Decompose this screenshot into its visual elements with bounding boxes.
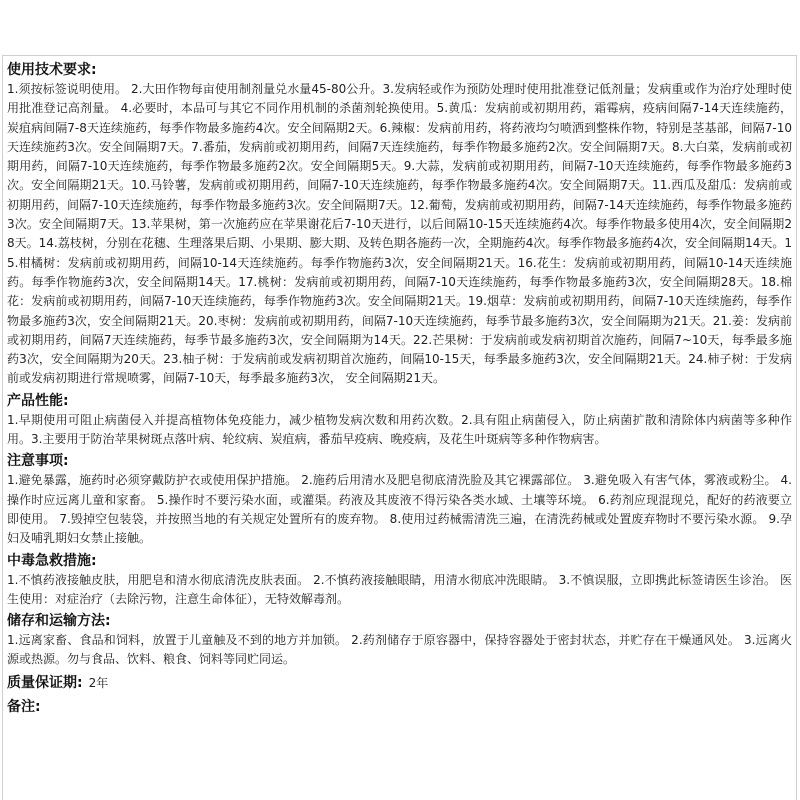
section-title-first-aid: 中毒急救措施: — [7, 552, 97, 569]
section-title-precautions: 注意事项: — [7, 453, 69, 470]
document-panel — [2, 55, 797, 800]
section-text-performance: 1.早期使用可阻止病菌侵入并提高植物体免疫能力，减少植物发病次数和用药次数。2.具有阻止病菌侵入，防止病菌扩散和清除体内病菌等多种作用。3.主要用于防治苹果树斑点落叶病、轮纹病、炭疽病，番茄早疫病、晚疫病，及花生叶斑病等多种作物病害。 — [7, 412, 792, 447]
section-performance — [7, 391, 792, 450]
quality-guarantee-value: 2年 — [88, 675, 109, 690]
remarks-row — [7, 696, 792, 718]
section-first-aid — [7, 551, 792, 610]
section-usage — [7, 60, 792, 389]
section-text-precautions: 1.避免暴露，施药时必须穿戴防护衣或使用保护措施。 2.施药后用清水及肥皂彻底清洗脸及其它裸露部位。 3.避免吸入有害气体，雾液或粉尘。 4.操作时应远离儿童和家畜。 5.操作时不要污染水面，或灌渠。药液及其废液不得污染各类水域、土壤等环境。 6.药剂应现混现兑，配好的药液要立即使用。 7.毁掉空包装袋，并按照当地的有关规定处置所有的废弃物。 8.使用过药械需清洗三遍，在清洗药械或处置废弃物时不要污染水源。 9.孕妇及哺乳期妇女禁止接触。 — [7, 473, 792, 546]
document-content — [3, 56, 796, 718]
section-precautions — [7, 451, 792, 548]
section-text-usage: 1.须按标签说明使用。 2.大田作物每亩使用制剂量兑水量45-80公升。3.发病轻或作为预防处理时使用批准登记低剂量；发病重或作为治疗处理时使用批准登记高剂量。 4.必要时，本品可与其它不同作用机制的杀菌剂轮换使用。5.黄瓜：发病前或初期用药，霜霉病，疫病间隔7-14天连续施药，炭疽病间隔7-8天连续施药，每季作物最多施药4次。安全间隔期2天。6.辣椒：发病前用药，将药液均匀喷洒到整株作物，特别是茎基部，间隔7-10天连续施药3次。安全间隔期7天。7.番茄，发病前或初期用药，间隔7天连续施药，每季作物最多施药2次。安全间隔期7天。8.大白菜，发病前或初期用药，间隔7-10天连续施药，每季作物最多施药2次。安全间隔期5天。9.大蒜，发病前或初期用药，间隔7-10天连续施药，每季作物最多施药3次。安全间隔期21天。10.马铃薯，发病前或初期用药，间隔7-10天连续施药，每季作物最多施药4次。安全间隔期7天。11.西瓜及甜瓜：发病前或初期用药，间隔7-10天连续施药，每季作物最多施药3次。安全间隔期7天。12.葡萄，发病前或初期用药，间隔7-14天连续施药，每季作物最多施药3次。安全间隔期7天。13.苹果树，第一次施药应在苹果谢花后7-10天进行，以后间隔10-15天连续施药4次。每季作物最多使用4次，安全间隔期28天。14.荔枝树，分别在花穗、生理落果后期、小果期、膨大期、及转色期各施药一次，全期施药4次。每季作物最多施药4次，安全间隔期14天。15.柑橘树：发病前或初期用药，间隔10-14天连续施药。每季作物施药3次，安全间隔期21天。16.花生：发病前或初期用药，间隔10-14天连续施药。每季作物施药3次，安全间隔期14天。17.桃树：发病前或初期用药，间隔7-10天连续施药，每季作物最多施药3次，安全间隔期28天。18.棉花：发病前或初期用药，间隔7-10天连续施药，每季作物施药3次。安全间隔期21天。19.烟草：发病前或初期用药，间隔7-10天连续施药，每季作物最多施药3次，安全间隔期21天。20.枣树：发病前或初期用药，间隔7-10天连续施药，每季节最多施药3次，安全间隔期为21天。21.姜：发病前或初期用药，间隔7天连续施药，每季节最多施药3次，安全间隔期为14天。22.芒果树：于发病前或发病初期首次施药，间隔7~10天，每季最多施药3次，安全间隔期为20天。23.柚子树：于发病前或发病初期首次施药，间隔10-15天，每季最多施药3次，安全间隔期21天。24.柿子树：于发病前或发病初期进行常规喷雾，间隔7-10天，每季最多施药3次， 安全间隔期21天。 — [7, 82, 792, 386]
section-title-usage: 使用技术要求: — [7, 62, 97, 78]
quality-guarantee-row — [7, 672, 792, 694]
section-title-performance: 产品性能: — [7, 392, 69, 409]
quality-guarantee-label: 质量保证期: — [7, 674, 83, 691]
section-storage — [7, 611, 792, 670]
section-text-storage: 1.远离家畜、食品和饲料，放置于儿童触及不到的地方并加锁。 2.药剂储存于原容器中，保持容器处于密封状态，并贮存在干燥通风处。 3.远离火源或热源。勿与食品、饮料、粮食、饲料等同贮同运。 — [7, 633, 792, 667]
section-title-storage: 储存和运输方法: — [7, 613, 111, 630]
remarks-label: 备注: — [7, 698, 41, 715]
section-text-first-aid: 1.不慎药液接触皮肤，用肥皂和清水彻底清洗皮肤表面。 2.不慎药液接触眼睛，用清水彻底冲洗眼睛。 3.不慎误服，立即携此标签请医生诊治。 医生使用：对症治疗（去除污物，注意生命体征），无特效解毒剂。 — [7, 572, 792, 606]
